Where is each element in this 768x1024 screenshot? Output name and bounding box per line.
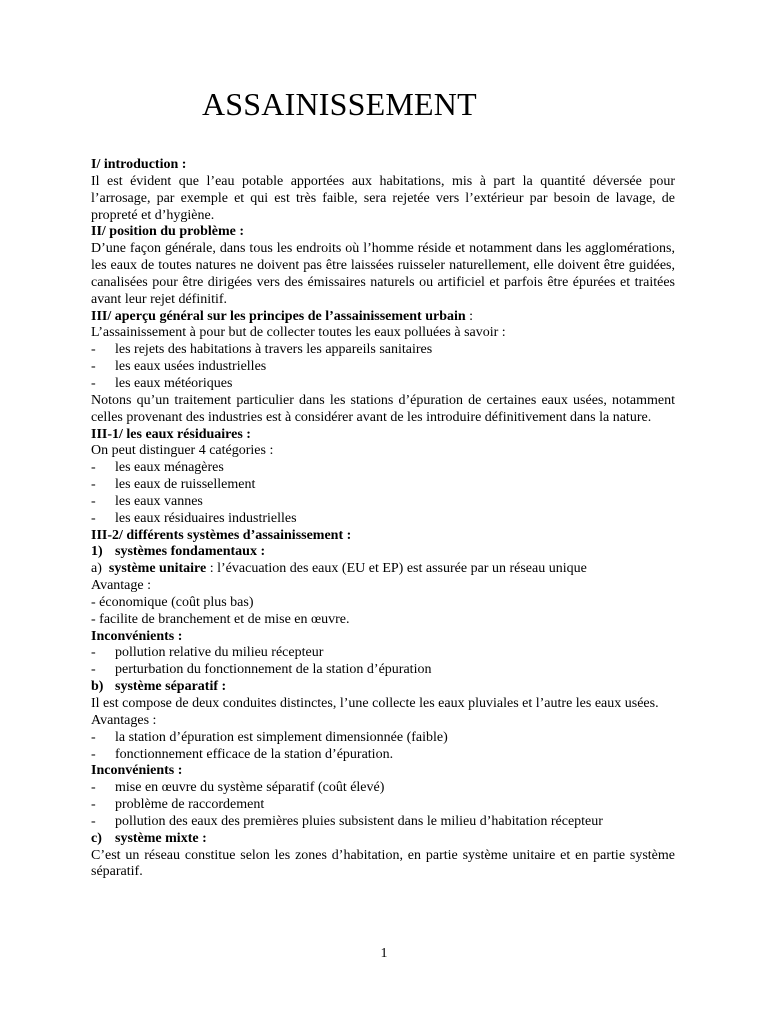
paragraph-systeme-separatif: Il est compose de deux conduites distinctes, l’une collecte les eaux pluviales et l’autre les eaux usées. (91, 696, 659, 711)
list-item: - les eaux météoriques (91, 375, 233, 391)
list-item: - mise en œuvre du système séparatif (coût élevé) (91, 780, 385, 796)
list-item: - économique (coût plus bas) (91, 594, 254, 610)
page-title: ASSAINISSEMENT (202, 86, 477, 122)
list-item: - la station d’épuration est simplement dimensionnée (faible) (91, 729, 448, 745)
label-avantages: Avantages : (91, 712, 157, 728)
section-heading-residuaires: III-1/ les eaux résiduaires : (91, 426, 251, 442)
list-item: - les eaux de ruissellement (91, 477, 256, 493)
list-item: - les eaux vannes (91, 493, 203, 509)
section-heading-systemes: III-2/ différents systèmes d’assainissement : (91, 527, 352, 543)
section-heading-apercu (91, 309, 675, 326)
label-systeme-unitaire: système unitaire (108, 561, 207, 577)
list-item: - pollution relative du milieu récepteur (91, 645, 324, 661)
label-inconvenients: Inconvénients : (91, 628, 183, 644)
paragraph-position: D’une façon générale, dans tous les endroits où l’homme réside et notamment dans les agglomérations, les eaux de toutes natures ne doivent pas être laissées ruisseler naturellement, elle doivent être guidées, canalisées pour être dirigées vers des émissaires naturels ou artificiel et parfois être épurées et traitées avant leur rejet définitif. (91, 241, 675, 307)
paragraph-note: Notons qu’un traitement particulier dans les stations d’épuration de certaines eaux usées, notamment celles provenant des industries est à considérer avant de les introduire définitivement dans la nature. (91, 392, 675, 425)
page-number: 1 (380, 946, 388, 961)
label-avantage: Avantage : (91, 578, 151, 594)
apercu-heading-bold: III/ aperçu général sur les principes de l’assainissement urbain (91, 308, 466, 324)
section-heading-position: II/ position du problème : (91, 224, 244, 240)
document-body (91, 157, 675, 881)
paragraph-apercu: L’assainissement à pour but de collecter toutes les eaux polluées à savoir : (91, 325, 506, 341)
list-item: - facilite de branchement et de mise en œuvre. (91, 611, 350, 627)
subheading-systeme-separatif: b) système séparatif : (91, 679, 227, 695)
list-item: - pollution des eaux des premières pluies subsistent dans le milieu d’habitation récepteur (91, 813, 603, 829)
list-item: - problème de raccordement (91, 797, 265, 813)
paragraph-systeme-mixte: C’est un réseau constitue selon les zones d’habitation, en partie système unitaire et en partie système séparatif. (91, 847, 675, 880)
subheading-fondamentaux: 1) systèmes fondamentaux : (91, 544, 266, 560)
list-item: - les eaux ménagères (91, 460, 224, 476)
paragraph-introduction: Il est évident que l’eau potable apportées aux habitations, mis à part la quantité déversée pour l’arrosage, par exemple et qui est très faible, sera rejetée vers l’extérieur par besoin de lavage, de propreté et d’hygiène. (91, 173, 675, 223)
list-item: - fonctionnement efficace de la station d’épuration. (91, 746, 394, 762)
paragraph-residuaires: On peut distinguer 4 catégories : (91, 443, 274, 459)
subheading-systeme-mixte: c) système mixte : (91, 830, 207, 846)
list-item: - perturbation du fonctionnement de la station d’épuration (91, 662, 432, 678)
paragraph-systeme-unitaire: a) système unitaire : l’évacuation des eaux (EU et EP) est assurée par un réseau unique (91, 561, 587, 577)
list-item: - les eaux résiduaires industrielles (91, 510, 297, 526)
list-item: - les rejets des habitations à travers les appareils sanitaires (91, 342, 433, 358)
label-inconvenients: Inconvénients : (91, 763, 183, 779)
apercu-heading-colon: : (465, 308, 474, 324)
list-item: - les eaux usées industrielles (91, 359, 267, 375)
section-heading-introduction: I/ introduction : (91, 157, 187, 172)
